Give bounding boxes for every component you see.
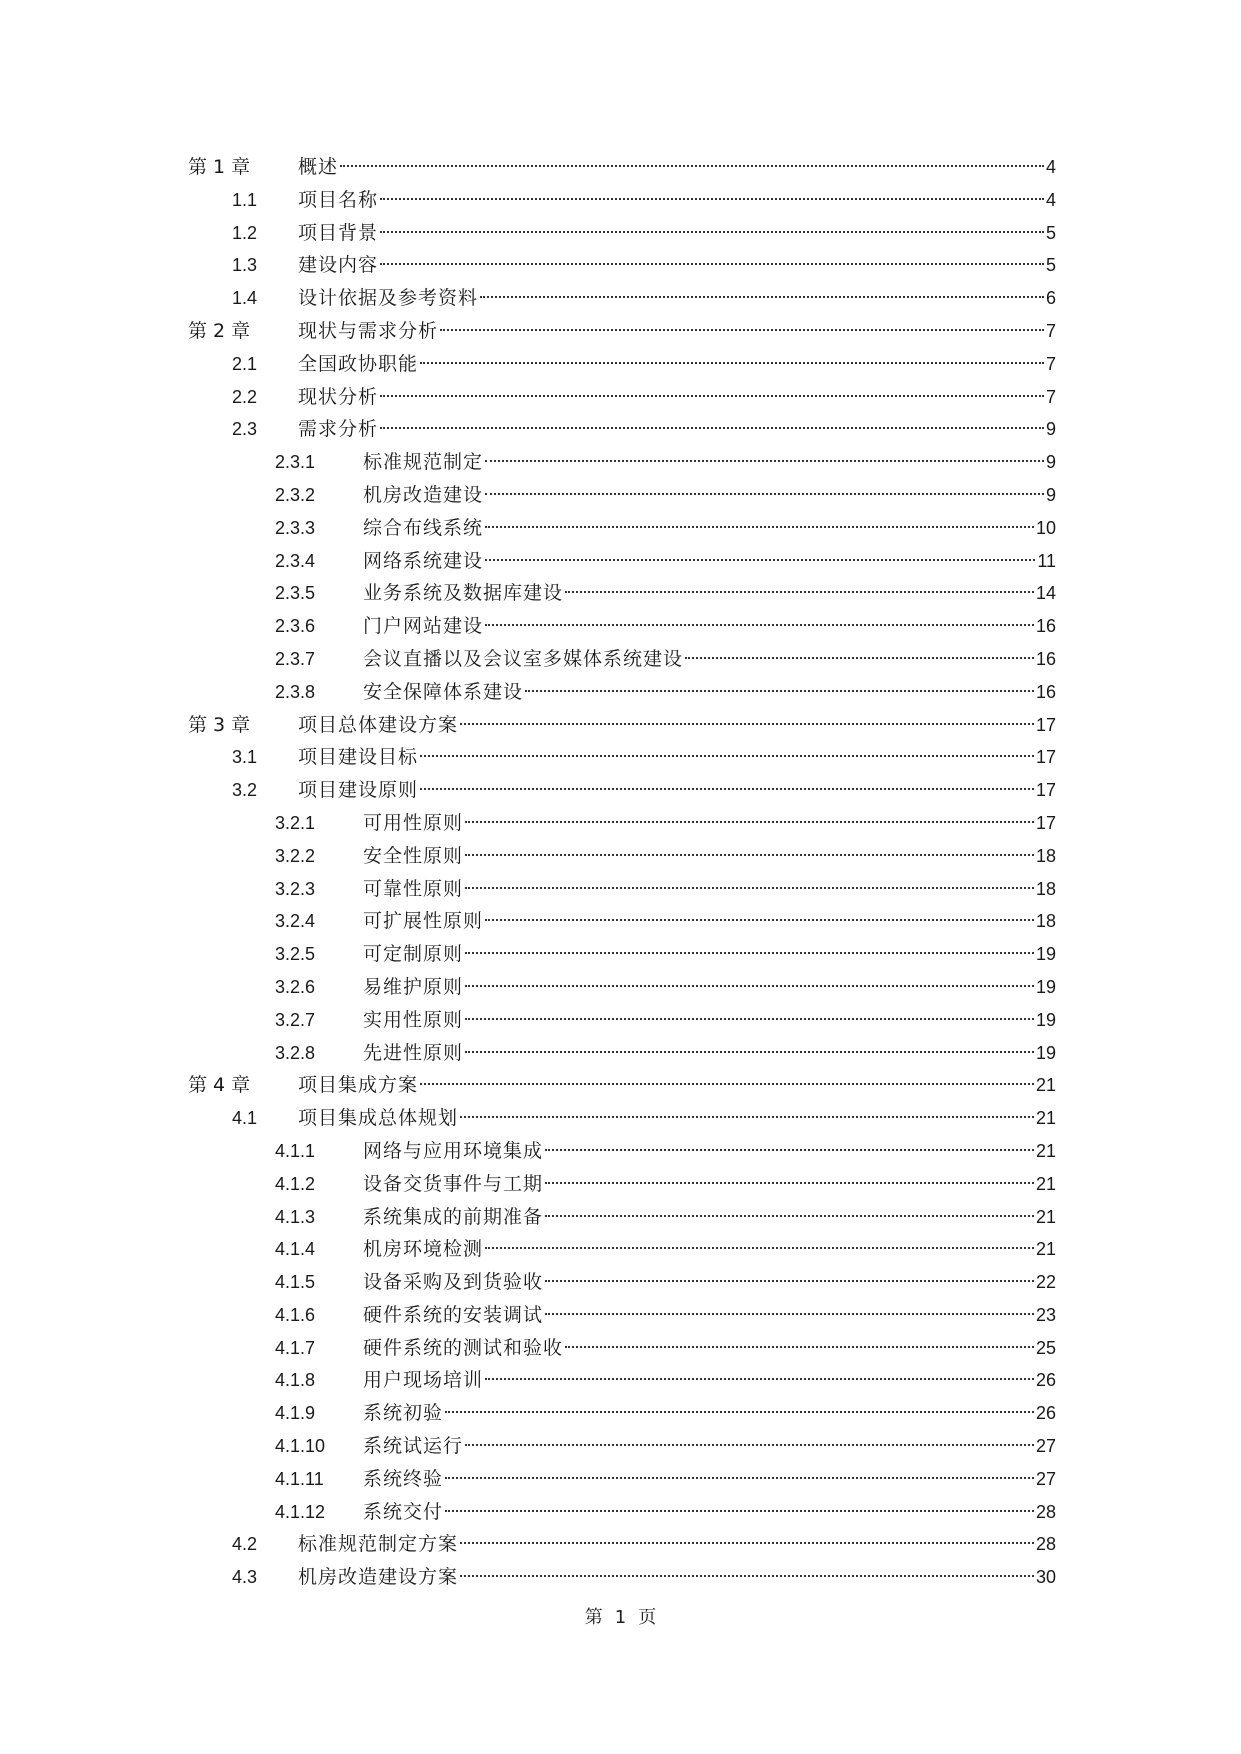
toc-entry-page: 21: [1035, 1173, 1056, 1194]
toc-entry-number: 2.3.1: [275, 452, 316, 473]
toc-dot-leader: [485, 515, 1034, 534]
toc-dot-leader: [685, 646, 1034, 665]
toc-entry-title: 机房环境检测: [363, 1238, 484, 1261]
toc-entry-number: 第 2 章: [188, 319, 251, 342]
toc-dot-leader: [460, 712, 1034, 731]
toc-entry-page: 16: [1035, 648, 1056, 669]
toc-entry[interactable]: [0, 512, 1241, 545]
toc-dot-leader: [380, 416, 1044, 435]
toc-entry-page: 27: [1035, 1468, 1056, 1489]
toc-entry-title: 项目名称: [298, 188, 379, 211]
toc-entry-number: 2.3.7: [275, 648, 316, 669]
toc-entry-number: 2.3.8: [275, 681, 316, 702]
toc-entry-page: 23: [1035, 1304, 1056, 1325]
toc-entry-page: 11: [1037, 550, 1056, 571]
toc-entry-title: 设计依据及参考资料: [298, 287, 479, 310]
toc-entry-page: 26: [1035, 1370, 1056, 1391]
toc-entry-number: 4.1.7: [275, 1337, 316, 1358]
toc-entry-number: 4.1.1: [275, 1140, 316, 1161]
toc-dot-leader: [565, 1335, 1034, 1354]
toc-entry-title: 系统集成的前期准备: [363, 1205, 544, 1228]
toc-entry-number: 4.1.8: [275, 1370, 316, 1391]
toc-entry-number: 4.3: [232, 1567, 258, 1588]
toc-entry-page: 7: [1045, 386, 1056, 407]
toc-entry[interactable]: [0, 1430, 1241, 1463]
toc-entry[interactable]: [0, 381, 1241, 414]
toc-entry[interactable]: [0, 1463, 1241, 1496]
toc-entry-line: [298, 709, 1056, 742]
toc-entry-title: 安全保障体系建设: [363, 680, 524, 703]
toc-entry-line: [363, 905, 1056, 938]
toc-entry-title: 硬件系统的测试和验收: [363, 1336, 564, 1359]
toc-entry-number: 3.2.2: [275, 845, 316, 866]
toc-dot-leader: [545, 1171, 1034, 1190]
toc-entry-line: [363, 1004, 1056, 1037]
toc-entry-number: 4.1.11: [275, 1468, 324, 1489]
toc-entry-page: 21: [1035, 1075, 1056, 1096]
toc-entry-title: 全国政协职能: [298, 352, 419, 375]
toc-entry[interactable]: [0, 413, 1241, 446]
toc-dot-leader: [485, 908, 1034, 927]
toc-entry-line: [363, 1135, 1056, 1168]
toc-dot-leader: [465, 1040, 1034, 1059]
toc-entry-number: 3.2.5: [275, 944, 316, 965]
toc-entry-page: 21: [1035, 1206, 1056, 1227]
toc-entry-page: 22: [1035, 1272, 1056, 1293]
toc-dot-leader: [465, 810, 1034, 829]
toc-entry-line: [363, 512, 1056, 545]
toc-entry-number: 4.2: [232, 1534, 258, 1555]
toc-entry[interactable]: [0, 282, 1241, 315]
toc-entry[interactable]: [0, 315, 1241, 348]
toc-entry[interactable]: [0, 807, 1241, 840]
toc-entry-title: 会议直播以及会议室多媒体系统建设: [363, 647, 684, 670]
toc-entry[interactable]: [0, 151, 1241, 184]
toc-entry-line: [363, 610, 1056, 643]
toc-entry-title: 设备交货事件与工期: [363, 1172, 544, 1195]
toc-entry-number: 2.3.3: [275, 517, 316, 538]
toc-dot-leader: [420, 744, 1034, 763]
toc-entry[interactable]: [0, 545, 1241, 578]
toc-entry-title: 可定制原则: [363, 943, 464, 966]
toc-dot-leader: [465, 1433, 1034, 1452]
toc-entry-line: [363, 1266, 1056, 1299]
toc-entry-page: 21: [1035, 1108, 1056, 1129]
toc-entry-page: 28: [1035, 1534, 1056, 1555]
page-footer: [0, 1603, 1241, 1629]
toc-entry[interactable]: [0, 610, 1241, 643]
toc-dot-leader: [445, 1400, 1034, 1419]
toc-entry-title: 设备采购及到货验收: [363, 1271, 544, 1294]
toc-entry[interactable]: [0, 1266, 1241, 1299]
toc-entry-line: [298, 217, 1056, 250]
toc-dot-leader: [545, 1269, 1034, 1288]
toc-dot-leader: [545, 1204, 1034, 1223]
toc-entry-line: [363, 479, 1056, 512]
toc-entry-line: [363, 1397, 1056, 1430]
toc-entry-number: 第 4 章: [188, 1074, 251, 1097]
toc-entry-title: 先进性原则: [363, 1041, 464, 1064]
toc-entry-line: [363, 676, 1056, 709]
toc-entry[interactable]: [0, 217, 1241, 250]
toc-entry-number: 第 3 章: [188, 713, 251, 736]
toc-entry-number: 4.1.4: [275, 1239, 316, 1260]
toc-entry-title: 建设内容: [298, 254, 379, 277]
toc-dot-leader: [420, 351, 1044, 370]
toc-dot-leader: [465, 941, 1034, 960]
toc-entry-page: 19: [1035, 1042, 1056, 1063]
toc-entry-line: [363, 1496, 1056, 1529]
toc-entry-page: 7: [1045, 353, 1056, 374]
toc-entry-line: [298, 348, 1056, 381]
toc-entry-number: 4.1.3: [275, 1206, 316, 1227]
footer-suffix: 页: [638, 1607, 657, 1628]
toc-entry-title: 现状与需求分析: [298, 319, 439, 342]
toc-entry-title: 可用性原则: [363, 811, 464, 834]
toc-dot-leader: [460, 1105, 1034, 1124]
toc-entry[interactable]: [0, 971, 1241, 1004]
toc-dot-leader: [440, 318, 1044, 337]
toc-dot-leader: [485, 548, 1035, 567]
footer-prefix: 第: [584, 1607, 603, 1628]
toc-entry-title: 业务系统及数据库建设: [363, 582, 564, 605]
toc-entry-line: [298, 184, 1056, 217]
toc-entry-number: 1.4: [232, 288, 258, 309]
toc-dot-leader: [485, 449, 1044, 468]
toc-entry-number: 3.2: [232, 780, 258, 801]
toc-dot-leader: [545, 1302, 1034, 1321]
toc-entry[interactable]: [0, 905, 1241, 938]
toc-entry-title: 需求分析: [298, 418, 379, 441]
toc-entry[interactable]: [0, 1332, 1241, 1365]
toc-entry[interactable]: [0, 643, 1241, 676]
toc-entry-number: 4.1.9: [275, 1403, 316, 1424]
toc-entry-line: [363, 840, 1056, 873]
toc-entry-line: [363, 1201, 1056, 1234]
toc-entry-line: [363, 446, 1056, 479]
toc-entry-line: [363, 1233, 1056, 1266]
toc-entry[interactable]: [0, 577, 1241, 610]
toc-dot-leader: [565, 580, 1034, 599]
toc-entry-title: 机房改造建设: [363, 483, 484, 506]
toc-entry-line: [363, 938, 1056, 971]
toc-dot-leader: [380, 384, 1044, 403]
toc-entry[interactable]: [0, 1004, 1241, 1037]
toc-entry-line: [363, 1364, 1056, 1397]
toc-entry-page: 21: [1035, 1239, 1056, 1260]
toc-entry[interactable]: [0, 774, 1241, 807]
toc-entry[interactable]: [0, 840, 1241, 873]
toc-entry-title: 系统初验: [363, 1402, 444, 1425]
toc-entry-line: [363, 1299, 1056, 1332]
toc-dot-leader: [465, 876, 1034, 895]
toc-entry-title: 用户现场培训: [363, 1369, 484, 1392]
toc-dot-leader: [460, 1531, 1034, 1550]
toc-entry-line: [363, 1037, 1056, 1070]
toc-entry[interactable]: [0, 1528, 1241, 1561]
toc-entry-page: 5: [1045, 222, 1056, 243]
toc-entry[interactable]: [0, 1364, 1241, 1397]
toc-dot-leader: [460, 1564, 1034, 1583]
toc-entry-title: 项目总体建设方案: [298, 713, 459, 736]
toc-entry-title: 标准规范制定方案: [298, 1533, 459, 1556]
toc-entry-line: [363, 873, 1056, 906]
toc-entry-number: 3.2.7: [275, 1009, 316, 1030]
toc-entry-number: 4.1.5: [275, 1272, 316, 1293]
toc-entry-page: 27: [1035, 1436, 1056, 1457]
toc-dot-leader: [465, 974, 1034, 993]
toc-entry-line: [363, 643, 1056, 676]
toc-entry-page: 19: [1035, 944, 1056, 965]
toc-entry-line: [363, 577, 1056, 610]
toc-dot-leader: [420, 777, 1034, 796]
toc-entry-number: 4.1.10: [275, 1436, 326, 1457]
toc-entry-number: 1.1: [232, 189, 258, 210]
toc-entry-number: 1.3: [232, 255, 258, 276]
toc-entry-title: 现状分析: [298, 385, 379, 408]
toc-entry-number: 3.2.8: [275, 1042, 316, 1063]
toc-entry-page: 16: [1035, 681, 1056, 702]
toc-entry-title: 系统交付: [363, 1500, 444, 1523]
toc-entry-line: [298, 1069, 1056, 1102]
toc-entry-line: [298, 1102, 1056, 1135]
toc-entry-page: 7: [1045, 320, 1056, 341]
toc-dot-leader: [465, 1007, 1034, 1026]
toc-dot-leader: [485, 482, 1044, 501]
toc-entry-title: 网络系统建设: [363, 549, 484, 572]
toc-entry[interactable]: [0, 184, 1241, 217]
toc-entry[interactable]: [0, 1102, 1241, 1135]
toc-entry-title: 可扩展性原则: [363, 910, 484, 933]
toc-entry[interactable]: [0, 348, 1241, 381]
toc-entry-page: 6: [1045, 288, 1056, 309]
toc-entry-page: 18: [1035, 845, 1056, 866]
toc-dot-leader: [380, 220, 1044, 239]
toc-entry[interactable]: [0, 1397, 1241, 1430]
footer-page-number: 1: [614, 1607, 627, 1628]
table-of-contents: [0, 151, 1241, 1594]
toc-entry-line: [298, 774, 1056, 807]
toc-entry-page: 28: [1035, 1501, 1056, 1522]
toc-entry-line: [363, 1168, 1056, 1201]
toc-dot-leader: [485, 1236, 1034, 1255]
toc-entry-number: 3.1: [232, 747, 258, 768]
toc-entry-page: 26: [1035, 1403, 1056, 1424]
toc-entry[interactable]: [0, 249, 1241, 282]
toc-entry-page: 5: [1045, 255, 1056, 276]
toc-entry-page: 21: [1035, 1140, 1056, 1161]
toc-entry-page: 17: [1035, 812, 1056, 833]
toc-entry-line: [298, 249, 1056, 282]
toc-entry-number: 3.2.1: [275, 812, 316, 833]
toc-entry-title: 实用性原则: [363, 1008, 464, 1031]
toc-entry-page: 4: [1045, 157, 1056, 177]
toc-entry-line: [363, 1463, 1056, 1496]
toc-entry-title: 系统终验: [363, 1467, 444, 1490]
toc-entry-page: 30: [1035, 1567, 1056, 1588]
toc-entry-number: 第 1 章: [188, 156, 251, 178]
toc-entry-title: 安全性原则: [363, 844, 464, 867]
toc-entry[interactable]: [0, 709, 1241, 742]
toc-entry-title: 硬件系统的安装调试: [363, 1303, 544, 1326]
toc-entry-page: 14: [1035, 583, 1056, 604]
toc-dot-leader: [445, 1499, 1034, 1518]
toc-entry-number: 2.3.2: [275, 484, 316, 505]
toc-entry-number: 4.1: [232, 1108, 258, 1129]
toc-entry-title: 项目集成总体规划: [298, 1107, 459, 1130]
toc-entry-title: 网络与应用环境集成: [363, 1139, 544, 1162]
toc-entry-number: 3.2.4: [275, 911, 316, 932]
toc-entry-number: 3.2.3: [275, 878, 316, 899]
toc-entry-page: 18: [1035, 878, 1056, 899]
toc-entry[interactable]: [0, 1201, 1241, 1234]
toc-entry-page: 9: [1045, 452, 1056, 473]
toc-entry-title: 概述: [298, 156, 339, 178]
toc-dot-leader: [380, 252, 1044, 271]
toc-entry-title: 系统试运行: [363, 1435, 464, 1458]
toc-entry-line: [363, 1430, 1056, 1463]
toc-dot-leader: [340, 154, 1044, 173]
toc-entry-title: 综合布线系统: [363, 516, 484, 539]
toc-entry-number: 4.1.2: [275, 1173, 316, 1194]
toc-entry-number: 1.2: [232, 222, 258, 243]
toc-entry-number: 3.2.6: [275, 976, 316, 997]
toc-entry-line: [363, 807, 1056, 840]
toc-dot-leader: [445, 1466, 1034, 1485]
toc-dot-leader: [485, 1367, 1034, 1386]
toc-entry-number: 2.3.4: [275, 550, 316, 571]
toc-entry-page: 9: [1045, 484, 1056, 505]
toc-entry[interactable]: [0, 446, 1241, 479]
toc-entry[interactable]: [0, 1069, 1241, 1102]
toc-entry[interactable]: [0, 1233, 1241, 1266]
toc-entry-line: [363, 545, 1056, 578]
toc-entry-title: 易维护原则: [363, 975, 464, 998]
toc-dot-leader: [380, 187, 1044, 206]
toc-entry-title: 项目背景: [298, 221, 379, 244]
toc-entry-page: 19: [1035, 1009, 1056, 1030]
toc-entry[interactable]: [0, 1037, 1241, 1070]
toc-entry-line: [298, 1528, 1056, 1561]
toc-entry-line: [298, 741, 1056, 774]
toc-entry-number: 2.2: [232, 386, 258, 407]
toc-entry-line: [298, 1561, 1056, 1594]
toc-entry-page: 9: [1045, 419, 1056, 440]
toc-entry[interactable]: [0, 1135, 1241, 1168]
toc-entry-line: [298, 282, 1056, 315]
toc-entry-line: [298, 151, 1056, 184]
toc-dot-leader: [480, 285, 1044, 304]
toc-entry-title: 项目建设目标: [298, 746, 419, 769]
toc-entry-page: 10: [1035, 517, 1056, 538]
toc-entry-page: 4: [1045, 189, 1056, 210]
toc-entry-page: 16: [1035, 616, 1056, 637]
toc-entry-page: 17: [1035, 714, 1056, 735]
toc-dot-leader: [525, 679, 1034, 698]
toc-entry[interactable]: [0, 1561, 1241, 1594]
toc-entry[interactable]: [0, 1299, 1241, 1332]
toc-entry-number: 4.1.12: [275, 1501, 326, 1522]
toc-entry-page: 18: [1035, 911, 1056, 932]
toc-entry[interactable]: [0, 676, 1241, 709]
toc-entry-title: 可靠性原则: [363, 877, 464, 900]
toc-entry-page: 25: [1035, 1337, 1056, 1358]
toc-entry-title: 门户网站建设: [363, 615, 484, 638]
toc-entry-number: 2.3.6: [275, 616, 316, 637]
toc-entry-number: 2.3.5: [275, 583, 316, 604]
toc-entry-page: 17: [1035, 780, 1056, 801]
toc-entry-page: 19: [1035, 976, 1056, 997]
toc-entry-line: [363, 1332, 1056, 1365]
toc-entry-title: 项目集成方案: [298, 1074, 419, 1097]
toc-entry[interactable]: [0, 1168, 1241, 1201]
toc-entry-line: [298, 413, 1056, 446]
toc-dot-leader: [465, 843, 1034, 862]
toc-entry[interactable]: [0, 479, 1241, 512]
toc-entry-number: 4.1.6: [275, 1304, 316, 1325]
toc-entry-number: 2.1: [232, 353, 258, 374]
toc-entry[interactable]: [0, 938, 1241, 971]
toc-entry-page: 17: [1035, 747, 1056, 768]
toc-entry-line: [363, 971, 1056, 1004]
toc-entry[interactable]: [0, 873, 1241, 906]
toc-entry-number: 2.3: [232, 419, 258, 440]
toc-dot-leader: [420, 1072, 1034, 1091]
toc-dot-leader: [545, 1138, 1034, 1157]
toc-entry-line: [298, 381, 1056, 414]
toc-entry-title: 标准规范制定: [363, 451, 484, 474]
toc-entry[interactable]: [0, 741, 1241, 774]
toc-entry-title: 机房改造建设方案: [298, 1566, 459, 1589]
toc-entry[interactable]: [0, 1496, 1241, 1529]
toc-dot-leader: [485, 613, 1034, 632]
toc-entry-line: [298, 315, 1056, 348]
toc-entry-title: 项目建设原则: [298, 779, 419, 802]
